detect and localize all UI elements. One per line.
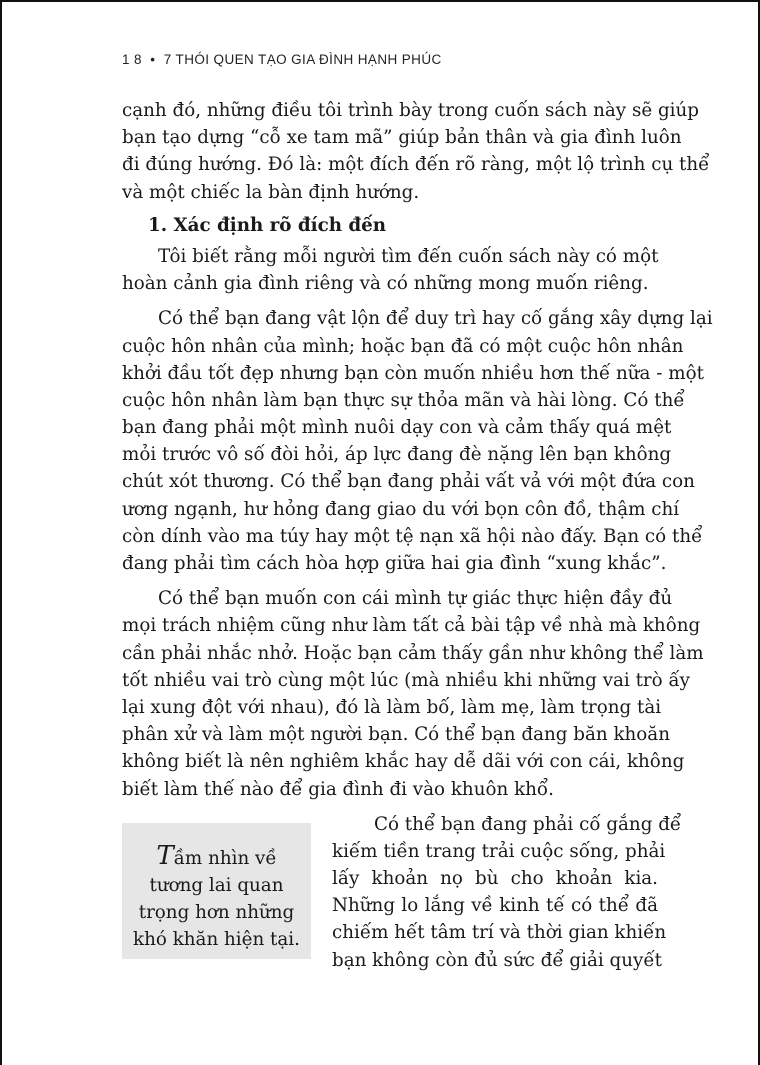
text-line: cuộc hôn nhân làm bạn thực sự thỏa mãn và hài lòng. Có thể: [122, 389, 685, 411]
text-line: ương ngạnh, hư hỏng đang giao du với bọn côn đồ, thậm chí: [122, 498, 680, 520]
paragraph-4: [122, 585, 704, 803]
text-line: bạn không còn đủ sức để giải quyết: [332, 949, 662, 971]
text-line: lấy khoản nọ bù cho khoản kia.: [332, 868, 658, 890]
decorative-initial: T: [156, 841, 174, 871]
text-line: còn dính vào ma túy hay một tệ nạn xã hội nào đấy. Bạn có thể: [122, 525, 703, 547]
text-line: khởi đầu tốt đẹp nhưng bạn còn muốn nhiều hơn thế nữa - một: [122, 362, 704, 384]
text-line: lại xung đột với nhau), đó là làm bố, làm mẹ, làm trọng tài: [122, 696, 662, 718]
text-line: đang phải tìm cách hòa hợp giữa hai gia đình “xung khắc”.: [122, 553, 667, 574]
text-line: bạn đang phải một mình nuôi dạy con và cảm thấy quá mệt: [122, 417, 672, 439]
text-line: phân xử và làm một người bạn. Có thể bạn đang băn khoăn: [122, 724, 670, 746]
pull-quote-line: trọng hơn những: [138, 902, 295, 923]
header-bullet: •: [150, 52, 156, 67]
text-line: và một chiếc la bàn định hướng.: [122, 181, 420, 203]
text-line: Có thể bạn đang phải cố gắng để: [374, 813, 682, 835]
text-line: biết làm thế nào để gia đình đi vào khuôn khổ.: [122, 778, 554, 800]
text-line: cuộc hôn nhân của mình; hoặc bạn đã có một cuộc hôn nhân: [122, 335, 684, 357]
running-head: [122, 52, 442, 67]
text-line: mỏi trước vô số đòi hỏi, áp lực đang đè nặng lên bạn không: [122, 444, 672, 466]
text-line: bạn tạo dựng “cỗ xe tam mã” giúp bản thân và gia đình luôn: [122, 127, 682, 149]
text-line: Có thể bạn muốn con cái mình tự giác thực hiện đầy đủ: [158, 588, 673, 610]
text-line: đi đúng hướng. Đó là: một đích đến rõ ràng, một lộ trình cụ thể: [122, 154, 710, 176]
text-line: Những lo lắng về kinh tế có thể đã: [332, 895, 658, 917]
text-line: kiếm tiền trang trải cuộc sống, phải: [332, 840, 666, 862]
pull-quote: [122, 823, 311, 959]
paragraph-2: [122, 243, 658, 297]
text-line: cạnh đó, những điều tôi trình bày trong cuốn sách này sẽ giúp: [122, 100, 699, 121]
text-line: chiếm hết tâm trí và thời gian khiến: [332, 922, 667, 944]
pull-quote-line: khó khăn hiện tại.: [133, 929, 300, 950]
paragraph-1: [122, 97, 710, 206]
section-heading: 1. Xác định rõ đích đến: [148, 214, 387, 236]
text-line: hoàn cảnh gia đình riêng và có những mong muốn riêng.: [122, 273, 649, 295]
text-line: chút xót thương. Có thể bạn đang phải vất vả với một đứa con: [122, 471, 695, 493]
text-line: Có thể bạn đang vật lộn để duy trì hay cố gắng xây dựng lại: [158, 308, 713, 330]
pull-quote-text: ầm nhìn về: [173, 848, 277, 869]
paragraph-3: [122, 305, 713, 577]
pull-quote-line: tương lai quan: [149, 875, 284, 896]
text-line: không biết là nên nghiêm khắc hay dễ dãi với con cái, không: [122, 751, 685, 773]
page-number: 1 8: [122, 52, 142, 67]
text-line: cần phải nhắc nhở. Hoặc bạn cảm thấy gần như không thể làm: [122, 642, 704, 664]
text-line: mọi trách nhiệm cũng như làm tất cả bài tập về nhà mà không: [122, 615, 701, 637]
text-line: tốt nhiều vai trò cùng một lúc (mà nhiều khi những vai trò ấy: [122, 669, 691, 691]
text-line: Tôi biết rằng mỗi người tìm đến cuốn sách này có một: [158, 245, 659, 267]
book-title: 7 THÓI QUEN TẠO GIA ĐÌNH HẠNH PHÚC: [163, 52, 442, 67]
pull-quote-line: [122, 843, 311, 872]
